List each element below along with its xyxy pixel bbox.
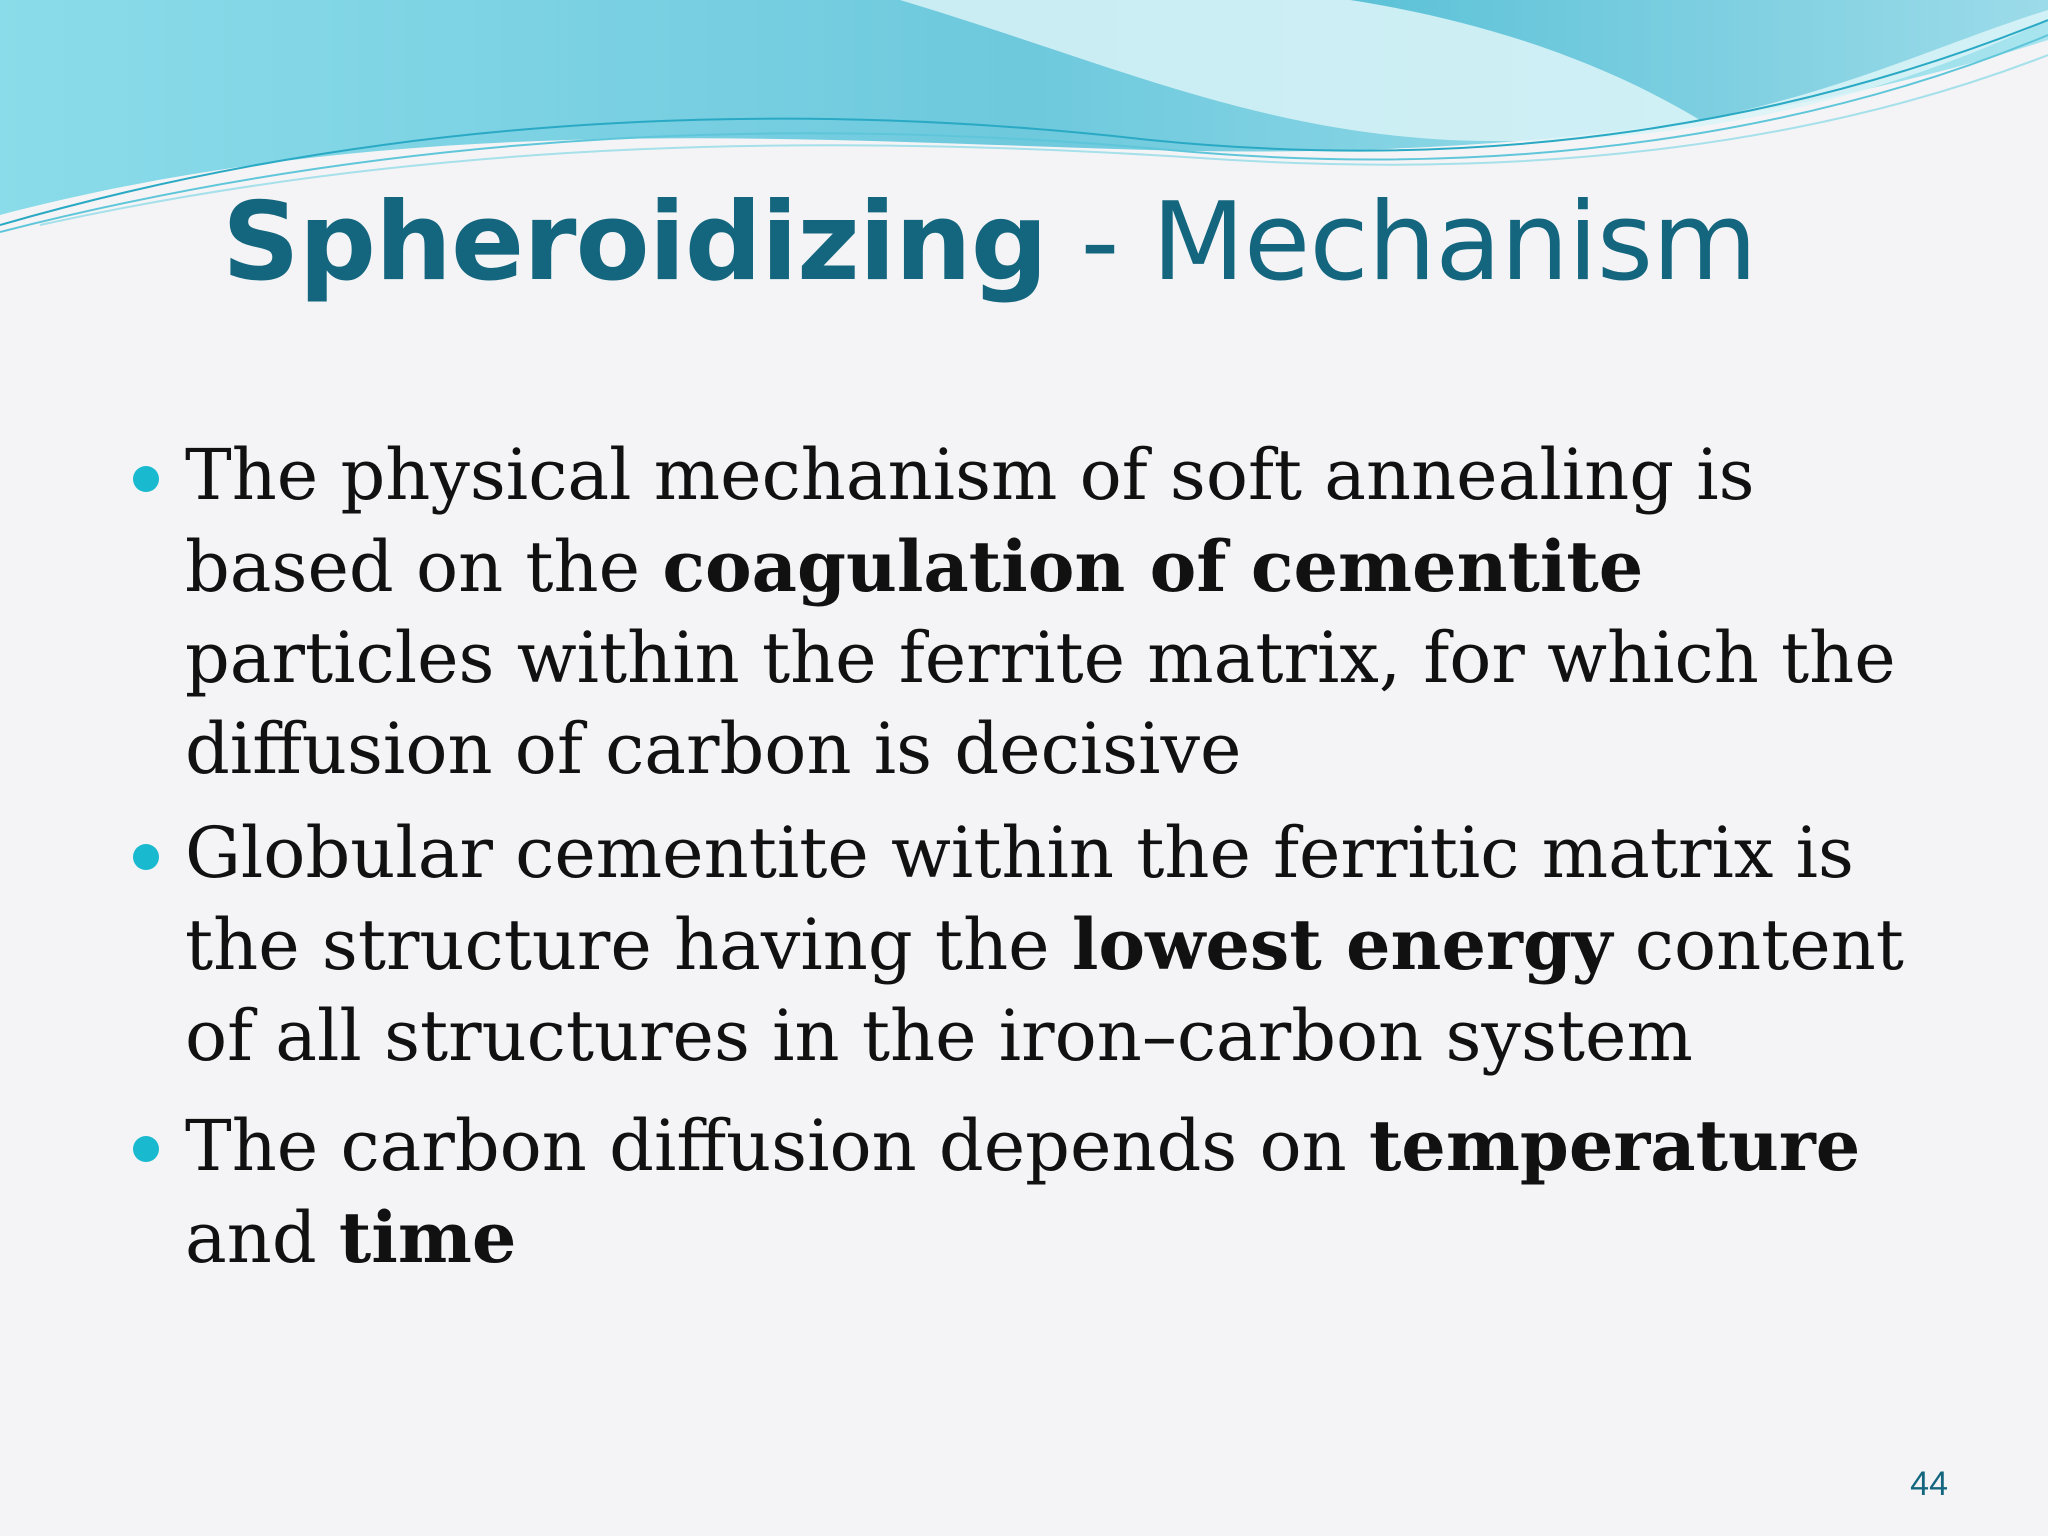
page-number: 44 <box>1910 1465 1948 1503</box>
bullet-dot-icon <box>133 466 159 492</box>
bullet-text: The physical mechanism of soft annealing is based on the <box>185 434 1755 608</box>
title-bold-part: Spheroidizing <box>222 180 1048 305</box>
bullet-item <box>185 430 1925 795</box>
bullet-dot-icon <box>133 1136 159 1162</box>
bullet-text: Globular cementite within the ferritic matrix is the structure having the <box>185 812 1854 986</box>
bullet-bold-text: temperature <box>1368 1104 1861 1187</box>
bullet-text: particles within the ferrite matrix, for which the diffusion of carbon is decisive <box>185 617 1896 790</box>
bullet-bold-text: coagulation of cementite <box>662 525 1644 608</box>
bullet-item <box>185 1100 1925 1284</box>
bullet-bold-text: lowest energy <box>1071 903 1613 986</box>
slide-title <box>222 178 1756 308</box>
bullet-text: The carbon diffusion depends on <box>185 1105 1369 1187</box>
bullet-item <box>185 808 1925 1082</box>
bullet-dot-icon <box>133 844 159 870</box>
bullet-text: and <box>185 1197 339 1279</box>
bullet-bold-text: time <box>338 1196 517 1279</box>
bullet-text: content of all structures in the iron–carbon system <box>185 904 1904 1077</box>
title-rest: - Mechanism <box>1047 180 1757 305</box>
